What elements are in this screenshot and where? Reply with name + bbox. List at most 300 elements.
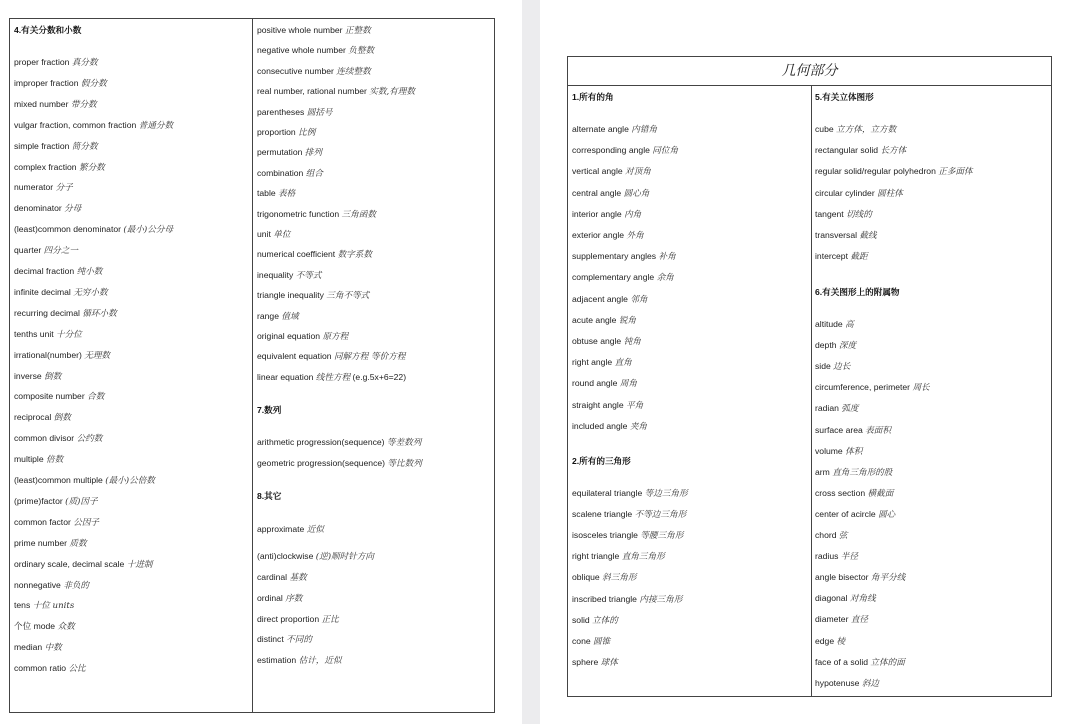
chinese-term: 数字系数 — [337, 250, 372, 261]
chinese-term: 立体的面 — [870, 657, 905, 668]
section-heading: 8.其它 — [257, 491, 282, 501]
english-term: prime number — [14, 537, 70, 548]
vocab-entry — [572, 657, 618, 669]
vocab-entry — [14, 642, 62, 654]
vocab-entry — [257, 127, 315, 139]
english-term: tenths unit — [14, 328, 57, 339]
chinese-term: 周角 — [619, 379, 637, 390]
english-term: tangent — [815, 208, 847, 219]
chinese-term: 公约数 — [76, 434, 103, 445]
chinese-term: 四分之一 — [43, 246, 79, 257]
vocab-entry — [257, 168, 323, 180]
english-term: real number, rational number — [257, 86, 370, 97]
english-term: proportion — [257, 127, 299, 137]
chinese-term: 负整数 — [348, 46, 375, 57]
vocab-entry — [815, 467, 892, 479]
vocab-entry — [572, 400, 643, 412]
chinese-term: 线性方程 — [315, 372, 351, 383]
vocab-entry — [257, 229, 290, 241]
english-term: circular cylinder — [815, 187, 878, 198]
english-term: multiple — [14, 454, 46, 465]
vocab-entry — [815, 403, 858, 415]
chinese-term: 边长 — [833, 362, 851, 373]
vocab-entry — [572, 421, 647, 433]
english-term: direct proportion — [257, 614, 322, 624]
vocab-entry — [257, 270, 322, 282]
chinese-term: 排列 — [304, 148, 322, 159]
chinese-term: (最小)公倍数 — [105, 476, 155, 486]
english-term: vertical angle — [572, 166, 626, 177]
chinese-term: 实数,有理数 — [369, 87, 415, 98]
left-page — [0, 0, 522, 724]
english-term: round angle — [572, 378, 620, 389]
chinese-term: 内错角 — [631, 125, 658, 135]
chinese-term: 同位角 — [652, 146, 679, 157]
chinese-term: 倒数 — [44, 371, 62, 382]
vocab-entry — [572, 209, 641, 221]
vocab-entry — [572, 230, 644, 242]
english-term: circumference, perimeter — [815, 382, 913, 393]
vocab-entry — [257, 351, 405, 363]
section-heading: 4.有关分数和小数 — [14, 25, 82, 35]
english-term: hypotenuse — [815, 677, 862, 688]
english-term: tens — [14, 600, 33, 611]
vocab-entry — [815, 188, 903, 200]
english-term: nonnegative — [14, 579, 64, 590]
chinese-term: 倍数 — [46, 455, 64, 466]
english-term: common ratio — [14, 663, 69, 674]
chinese-term: 倒数 — [53, 413, 71, 424]
vocab-entry — [815, 678, 879, 690]
chinese-term: 弧度 — [841, 404, 859, 415]
english-term: oblique — [572, 572, 603, 583]
chinese-term: 内角 — [624, 209, 642, 220]
chinese-term: 三角函数 — [341, 209, 376, 220]
chinese-term: 夹角 — [629, 421, 648, 432]
vocab-entry — [14, 78, 107, 90]
vocab-entry — [572, 294, 648, 306]
english-term: unit — [257, 229, 274, 239]
chinese-term: 三角不等式 — [326, 291, 370, 302]
vocab-entry — [14, 517, 99, 529]
vocab-entry — [572, 530, 683, 542]
chinese-term: 圆括号 — [306, 107, 333, 118]
chinese-term: 原方程 — [322, 332, 349, 342]
english-term: estimation — [257, 655, 299, 665]
vocab-entry — [815, 551, 858, 563]
english-term: negative whole number — [257, 45, 349, 56]
english-term: supplementary angles — [572, 251, 659, 262]
english-term: arithmetic progression(sequence) — [257, 437, 387, 447]
vocab-entry — [14, 475, 155, 487]
vocab-entry — [257, 614, 339, 626]
english-term: composite number — [14, 391, 88, 402]
column-divider — [252, 19, 253, 712]
chinese-term: 众数 — [57, 622, 75, 633]
chinese-term: 球体 — [600, 657, 618, 668]
english-term: right triangle — [572, 551, 622, 562]
english-term: ordinary scale, decimal scale — [14, 558, 127, 569]
english-term: straight angle — [572, 399, 626, 410]
chinese-term: 比例 — [298, 128, 316, 138]
vocab-entry — [572, 166, 651, 178]
chinese-term: 直角三角形 — [621, 552, 665, 563]
chinese-term: 纯小数 — [76, 267, 103, 277]
vocab-entry — [257, 458, 422, 470]
english-term: reciprocal — [14, 412, 54, 423]
english-term: diagonal — [815, 593, 850, 604]
left-vocab-table — [9, 18, 495, 713]
chinese-term: 不同的 — [286, 635, 312, 645]
vocab-entry — [815, 382, 930, 394]
chinese-term: 非负的 — [63, 580, 90, 591]
chinese-term: 单位 — [273, 230, 291, 240]
english-term: scalene triangle — [572, 509, 635, 520]
english-term: (anti)clockwise — [257, 551, 316, 561]
chinese-term: 直角三角形的股 — [832, 467, 893, 478]
english-term: obtuse angle — [572, 336, 624, 346]
chinese-term: 角平分线 — [870, 573, 906, 584]
vocab-entry — [815, 209, 872, 221]
chinese-term: 立体的 — [592, 615, 618, 626]
english-term: equilateral triangle — [572, 488, 645, 498]
chinese-term: 等边三角形 — [644, 489, 688, 499]
vocab-entry — [572, 357, 632, 369]
chinese-term: 棱 — [836, 636, 846, 647]
vocab-entry — [14, 433, 102, 445]
english-term: inscribed triangle — [572, 593, 640, 604]
chinese-term: (质)因子 — [65, 496, 98, 507]
vocab-entry — [257, 290, 369, 302]
vocab-entry — [257, 188, 295, 200]
vocab-entry — [257, 66, 371, 78]
vocab-entry — [572, 251, 676, 263]
vocab-entry — [257, 107, 332, 119]
vocab-entry — [815, 124, 896, 136]
english-term: range — [257, 310, 282, 321]
english-term: infinite decimal — [14, 286, 74, 297]
vocab-entry — [572, 594, 682, 606]
english-term: inverse — [14, 370, 45, 381]
chinese-term: 内接三角形 — [639, 594, 683, 605]
chinese-term: 同解方程 等价方程 — [333, 352, 406, 363]
chinese-term: 分母 — [64, 204, 82, 215]
english-term: face of a solid — [815, 656, 871, 667]
section-heading: 2.所有的三角形 — [572, 456, 631, 466]
vocab-entry — [14, 350, 110, 362]
chinese-term: 估计，近似 — [298, 656, 342, 666]
vocab-entry — [815, 425, 891, 437]
vocab-entry — [257, 372, 406, 384]
vocab-entry — [14, 580, 89, 592]
chinese-term: 斜边 — [861, 678, 880, 689]
vocab-entry — [815, 145, 906, 157]
english-term: transversal — [815, 230, 860, 240]
vocab-entry — [257, 25, 371, 37]
chinese-term: 钝角 — [623, 337, 641, 347]
vocab-entry — [572, 615, 618, 627]
english-term: denominator — [14, 203, 65, 214]
vocab-entry — [257, 147, 322, 159]
vocab-entry — [14, 287, 108, 299]
english-term: volume — [815, 445, 846, 456]
english-term: radian — [815, 403, 842, 414]
english-term: ordinal — [257, 593, 286, 603]
english-term: decimal fraction — [14, 266, 77, 276]
chinese-term: 正多面体 — [938, 167, 973, 178]
vocab-entry — [14, 538, 87, 550]
vocab-entry — [14, 266, 102, 278]
vocab-entry — [815, 572, 905, 584]
english-term: diameter — [815, 614, 851, 625]
chinese-term: 中数 — [44, 643, 62, 654]
english-term: right angle — [572, 357, 615, 368]
english-term: rectangular solid — [815, 145, 881, 156]
vocab-entry — [14, 99, 97, 111]
vocab-entry — [14, 245, 78, 257]
chinese-term: 简分数 — [71, 141, 98, 152]
vocab-entry — [14, 559, 153, 571]
vocab-entry — [14, 308, 117, 320]
english-term: central angle — [572, 187, 624, 198]
vocab-entry — [815, 657, 905, 669]
section-heading: 7.数列 — [257, 405, 282, 415]
chinese-term: 截距 — [850, 252, 868, 263]
english-term: distinct — [257, 634, 287, 644]
chinese-term: 弦 — [838, 531, 848, 541]
chinese-term: 截线 — [859, 231, 877, 241]
chinese-term: 无穷小数 — [73, 287, 108, 298]
vocab-entry — [572, 336, 641, 348]
vocab-entry — [815, 614, 868, 626]
english-term: numerator — [14, 182, 56, 193]
english-term: arm — [815, 466, 833, 477]
vocab-entry — [257, 86, 415, 98]
english-term: side — [815, 361, 834, 372]
chinese-term: 周长 — [912, 383, 930, 394]
vocab-entry — [572, 315, 636, 327]
vocab-entry — [815, 230, 877, 242]
english-term: included angle — [572, 420, 630, 431]
english-term: simple fraction — [14, 140, 72, 151]
chinese-term: 半径 — [840, 552, 858, 563]
english-term: exterior angle — [572, 230, 627, 240]
english-term: cross section — [815, 487, 868, 498]
english-term: (prime)factor — [14, 495, 66, 506]
english-term: inequality — [257, 269, 296, 280]
chinese-term: 不等边三角形 — [634, 510, 687, 521]
vocab-entry — [14, 621, 75, 633]
chinese-term: 横截面 — [867, 488, 894, 499]
vocab-entry — [14, 203, 81, 215]
vocab-entry — [815, 488, 893, 500]
english-term: angle bisector — [815, 572, 871, 583]
english-term: adjacent angle — [572, 293, 631, 304]
chinese-term: 带分数 — [70, 99, 97, 110]
chinese-term: 近似 — [306, 525, 324, 535]
vocab-entry — [14, 663, 86, 675]
english-term: isosceles triangle — [572, 530, 641, 541]
chinese-term: 圆柱体 — [877, 188, 903, 199]
chinese-term: 等比数列 — [387, 459, 422, 469]
english-term: vulgar fraction, common fraction — [14, 119, 139, 130]
vocab-entry — [14, 120, 173, 132]
vocab-entry — [815, 361, 850, 373]
section-heading: 6.有关图形上的附属物 — [815, 287, 900, 297]
english-term: consecutive number — [257, 65, 337, 76]
geometry-title: 几何部分 — [568, 57, 1051, 86]
english-term: corresponding angle — [572, 145, 653, 156]
english-term: sphere — [572, 656, 601, 667]
vocab-entry — [14, 57, 98, 69]
chinese-term: 圆锥 — [593, 636, 611, 647]
english-term: original equation — [257, 331, 323, 341]
vocab-entry — [257, 209, 376, 221]
english-term: median — [14, 642, 45, 653]
chinese-term: 正整数 — [344, 26, 371, 36]
english-term: 个位 mode — [14, 621, 58, 632]
english-term: complementary angle — [572, 272, 657, 283]
chinese-term: 组合 — [305, 168, 323, 179]
chinese-term: 斜三角形 — [602, 573, 637, 584]
english-term: radius — [815, 551, 841, 562]
english-term: cube — [815, 124, 837, 134]
vocab-entry — [14, 329, 82, 341]
geometry-vocab-table — [567, 56, 1052, 697]
vocab-entry — [572, 378, 637, 390]
chinese-term: 不等式 — [295, 270, 322, 281]
english-term: improper fraction — [14, 77, 81, 88]
vocab-entry — [14, 162, 105, 174]
english-term: common divisor — [14, 433, 77, 444]
vocab-entry — [257, 437, 421, 449]
chinese-term: 十分位 — [56, 329, 82, 340]
chinese-term: 普通分数 — [138, 120, 174, 131]
chinese-term: 基数 — [289, 573, 307, 583]
vocab-entry — [257, 249, 372, 261]
vocab-entry — [14, 496, 98, 508]
vocab-entry — [815, 251, 868, 263]
chinese-term: 十位 units — [32, 601, 75, 612]
chinese-term: 公因子 — [73, 517, 100, 528]
english-term: cone — [572, 635, 594, 646]
vocab-entry — [572, 636, 610, 648]
vocab-entry — [815, 319, 854, 331]
english-term: surface area — [815, 424, 866, 435]
chinese-term: 序数 — [285, 594, 303, 604]
english-term: edge — [815, 635, 837, 646]
english-term: solid — [572, 614, 593, 625]
chinese-term: 等差数列 — [386, 438, 422, 448]
vocab-entry — [14, 182, 73, 194]
chinese-term: 无理数 — [84, 350, 111, 361]
example-note: (e.g.5x+6=22) — [350, 371, 407, 382]
vocab-entry — [14, 224, 173, 236]
vocab-entry — [14, 391, 104, 403]
section-heading: 1.所有的角 — [572, 92, 614, 102]
chinese-term: 圆心角 — [623, 188, 650, 199]
english-term: proper fraction — [14, 57, 72, 67]
vocab-entry — [815, 636, 845, 648]
english-term: (least)common denominator — [14, 224, 124, 235]
column-divider — [811, 86, 812, 696]
chinese-term: 循环小数 — [82, 308, 117, 319]
vocab-entry — [257, 634, 312, 646]
vocab-entry — [14, 412, 71, 424]
english-term: trigonometric function — [257, 208, 342, 219]
chinese-term: 直角 — [614, 358, 632, 369]
chinese-term: 表面积 — [865, 425, 891, 436]
english-term: triangle inequality — [257, 290, 327, 301]
english-term: equivalent equation — [257, 351, 334, 362]
chinese-term: 圆心 — [878, 509, 896, 520]
chinese-term: 表格 — [278, 189, 296, 200]
chinese-term: 外角 — [626, 231, 644, 241]
vocab-entry — [14, 454, 63, 466]
vocab-entry — [815, 509, 895, 521]
vocab-entry — [815, 530, 848, 542]
chinese-term: 等腰三角形 — [640, 531, 684, 542]
english-term: depth — [815, 340, 839, 351]
vocab-entry — [257, 593, 302, 605]
chinese-term: 平角 — [625, 400, 644, 411]
english-term: positive whole number — [257, 25, 345, 35]
english-term: geometric progression(sequence) — [257, 458, 388, 468]
vocab-entry — [257, 655, 342, 667]
vocab-entry — [815, 593, 876, 605]
english-term: center of acircle — [815, 508, 879, 519]
chinese-term: 对顶角 — [625, 167, 651, 178]
vocab-entry — [815, 446, 862, 458]
vocab-entry — [572, 551, 665, 563]
chinese-term: (最小)公分母 — [123, 225, 174, 236]
chinese-term: 正比 — [321, 615, 339, 625]
vocab-entry — [815, 340, 856, 352]
chinese-term: 公比 — [68, 664, 86, 675]
chinese-term: 立方体，立方数 — [836, 125, 897, 135]
chinese-term: 补角 — [658, 252, 676, 263]
vocab-entry — [257, 572, 307, 584]
vocab-entry — [572, 188, 649, 200]
english-term: intercept — [815, 251, 851, 262]
english-term: interior angle — [572, 208, 625, 219]
chinese-term: 分子 — [55, 183, 73, 194]
english-term: (least)common multiple — [14, 475, 106, 485]
english-term: acute angle — [572, 314, 619, 325]
english-term: cardinal — [257, 572, 290, 582]
english-term: parentheses — [257, 106, 307, 117]
vocab-entry — [572, 272, 674, 284]
chinese-term: 直径 — [850, 615, 869, 626]
chinese-term: 连续整数 — [336, 66, 371, 77]
chinese-term: 邻角 — [630, 294, 648, 305]
vocab-entry — [572, 488, 688, 500]
vocab-entry — [572, 124, 657, 136]
english-term: permutation — [257, 147, 305, 158]
right-page — [540, 0, 1080, 724]
chinese-term: 值域 — [281, 311, 299, 322]
english-term: quarter — [14, 245, 44, 256]
vocab-entry — [14, 141, 98, 153]
english-term: common factor — [14, 516, 74, 527]
english-term: recurring decimal — [14, 307, 83, 318]
vocab-entry — [572, 145, 678, 157]
chinese-term: 高 — [845, 320, 854, 330]
vocab-entry — [257, 331, 348, 343]
vocab-entry — [257, 551, 374, 563]
english-term: regular solid/regular polyhedron — [815, 166, 939, 177]
english-term: chord — [815, 530, 839, 540]
